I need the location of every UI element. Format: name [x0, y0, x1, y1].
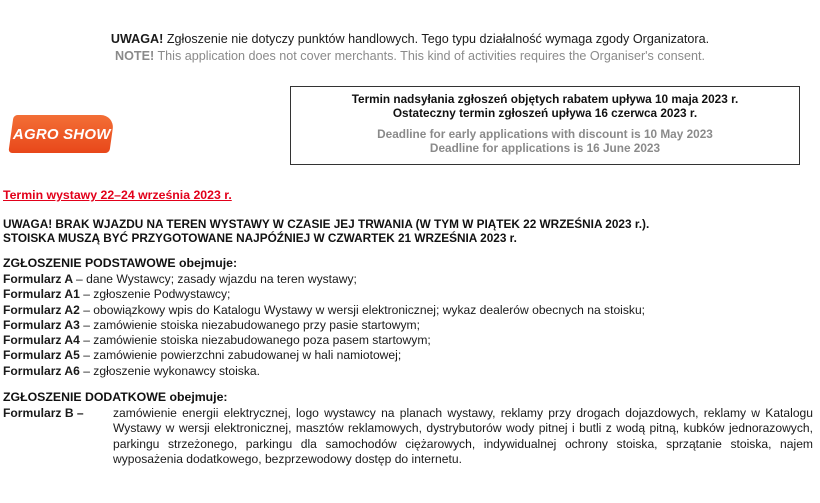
- notice-pl-text: Zgłoszenie nie dotyczy punktów handlowych. Tego typu działalność wymaga zgody Organizatora.: [163, 32, 710, 46]
- form-row-a3: [3, 318, 645, 333]
- deadline-en-line1: Deadline for early applications with discount is 10 May 2023: [377, 127, 713, 141]
- form-name: Formularz A: [3, 272, 77, 286]
- form-desc: – zgłoszenie wykonawcy stoiska.: [79, 363, 260, 378]
- form-desc: – obowiązkowy wpis do Katalogu Wystawy w wersji elektronicznej; wykaz dealerów obecnych na stoisku;: [79, 302, 646, 317]
- form-name: Formularz A5: [3, 348, 80, 363]
- notice-pl-label: UWAGA!: [110, 32, 164, 46]
- form-name: Formularz A6: [3, 363, 80, 378]
- agro-show-logo: [8, 115, 114, 153]
- deadline-pl-line1: Termin nadsyłania zgłoszeń objętych rabatem upływa 10 maja 2023 r.: [351, 92, 739, 106]
- notice-pl: [0, 31, 820, 48]
- form-desc: – zamówienie stoiska niezabudowanego poza pasem startowym;: [79, 333, 431, 348]
- form-row-a: [3, 272, 645, 287]
- notice-en: [0, 48, 820, 65]
- form-name: Formularz A1: [3, 287, 80, 302]
- notice-en-text: This application does not cover merchants. This kind of activities requires the Organiser's consent.: [154, 49, 705, 63]
- deadline-en-line2: Deadline for applications is 16 June 2023: [429, 141, 661, 155]
- basic-forms-list: [3, 272, 645, 379]
- form-b-desc: zamówienie energii elektrycznej, logo wystawcy na planach wystawy, reklamy przy drogach dojazdowych, reklamy w Katalogu Wystawy w wersji elektronicznej, masztów reklamowych, dystrybutorów wody pitnej i butli z wodą pitną, kubków jednorazowych, parkingu strzeżonego, parkingu dla samochodów ciężarowych, indywidualnej ochrony stoiska, sprzątanie stoiska, najem wyposażenia dodatkowego, bezprzewodowy dostęp do internetu.: [113, 406, 813, 466]
- deadline-pl-line2: Ostateczny termin zgłoszeń upływa 16 czerwca 2023 r.: [392, 106, 698, 120]
- form-b-name: Formularz B –: [3, 406, 84, 420]
- form-row-a5: [3, 348, 645, 363]
- form-row-a4: [3, 333, 645, 348]
- form-row-a2: [3, 303, 645, 318]
- entry-warning: [3, 217, 813, 245]
- form-name: Formularz A2: [3, 302, 80, 317]
- basic-heading: ZGŁOSZENIE PODSTAWOWE obejmuje:: [3, 256, 238, 270]
- extra-heading: ZGŁOSZENIE DODATKOWE obejmuje:: [3, 390, 228, 404]
- form-name: Formularz A3: [3, 317, 80, 332]
- entry-warning-line1: UWAGA! BRAK WJAZDU NA TEREN WYSTAWY W CZASIE JEJ TRWANIA (W TYM W PIĄTEK 22 WRZEŚNIA 2023 r.).: [3, 217, 650, 231]
- form-name: Formularz A4: [3, 333, 80, 348]
- form-row-a6: [3, 364, 645, 379]
- form-desc: – zamówienie powierzchni zabudowanej w hali namiotowej;: [79, 348, 402, 363]
- form-row-b: [3, 406, 813, 467]
- form-desc: – zamówienie stoiska niezabudowanego przy pasie startowym;: [79, 317, 420, 332]
- deadline-box: [290, 86, 800, 165]
- logo-text: AGRO SHOW: [12, 125, 111, 143]
- form-desc: – zgłoszenie Podwystawcy;: [79, 287, 231, 302]
- exhibition-term: Termin wystawy 22–24 września 2023 r.: [3, 188, 232, 202]
- form-row-a1: [3, 287, 645, 302]
- form-desc: – dane Wystawcy; zasady wjazdu na teren wystawy;: [76, 272, 357, 286]
- notice-en-label: NOTE!: [115, 49, 155, 63]
- entry-warning-line2: STOISKA MUSZĄ BYĆ PRZYGOTOWANE NAJPÓŹNIEJ W CZWARTEK 21 WRZEŚNIA 2023 r.: [3, 231, 517, 245]
